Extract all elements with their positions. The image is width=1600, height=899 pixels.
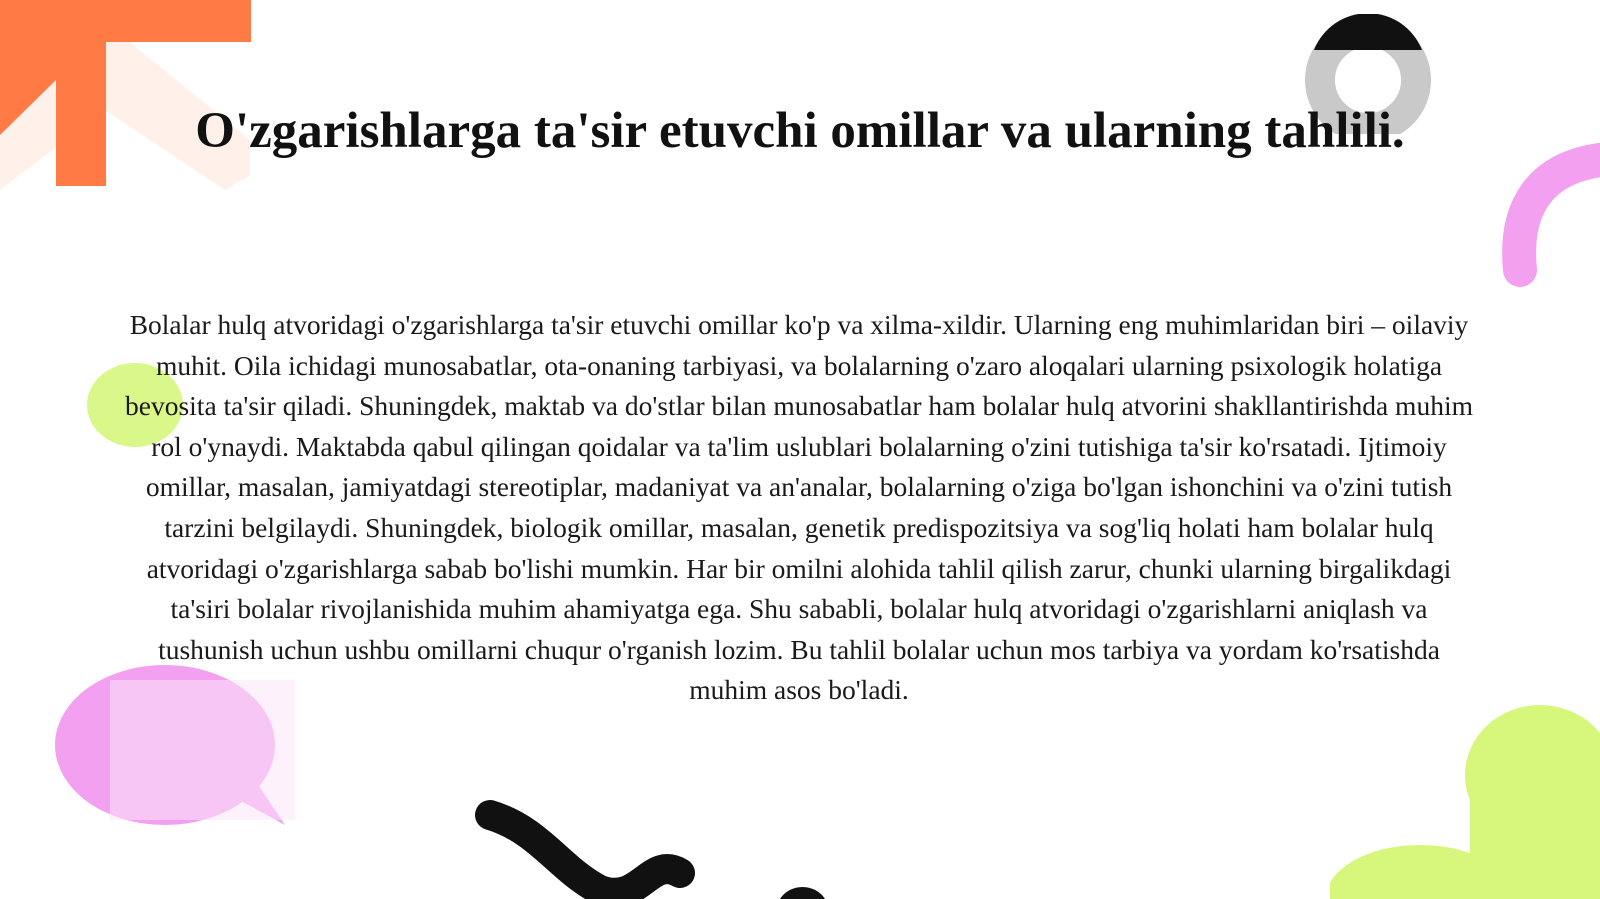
black-squiggle-shape [470, 795, 850, 899]
lime-flower-shape [1330, 700, 1600, 899]
slide-title: O'zgarishlarga ta'sir etuvchi omillar va ularning tahlili. [195, 103, 1405, 159]
slide-body-text: Bolalar hulq atvoridagi o'zgarishlarga ta'sir etuvchi omillar ko'p va xilma-xildir. Ularning eng muhimlaridan biri – oilaviy muhit. Oila ichidagi munosabatlar, ota-onaning tarbiyasi, va bolalarning o'zaro aloqalari ularning psixologik holatiga bevosita ta'sir qiladi. Shuningdek, maktab va do'stlar bilan munosabatlar ham bolalar hulq atvorini shakllantirishda muhim rol o'ynaydi. Maktabda qabul qilingan qoidalar va ta'lim uslublari bolalarning o'zini tutishiga ta'sir ko'rsatadi. Ijtimoiy omillar, masalan, jamiyatdagi stereotiplar, madaniyat va an'analar, bolalarning o'ziga bo'lgan ishonchini va o'zini tutish tarzini belgilaydi. Shuningdek, biologik omillar, masalan, genetik predispozitsiya va sog'liq holati ham bolalar hulq atvoridagi o'zgarishlarga sabab bo'lishi mumkin. Har bir omilni alohida tahlil qilish zarur, chunki ularning birgalikdagi ta'siri bolalar rivojlanishida muhim ahamiyatga ega. Shu sababli, bolalar hulq atvoridagi o'zgarishlarni aniqlash va tushunish uchun ushbu omillarni chuqur o'rganish lozim. Bu tahlil bolalar uchun mos tarbiya va yordam ko'rsatishda muhim asos bo'ladi. [125, 309, 1473, 706]
